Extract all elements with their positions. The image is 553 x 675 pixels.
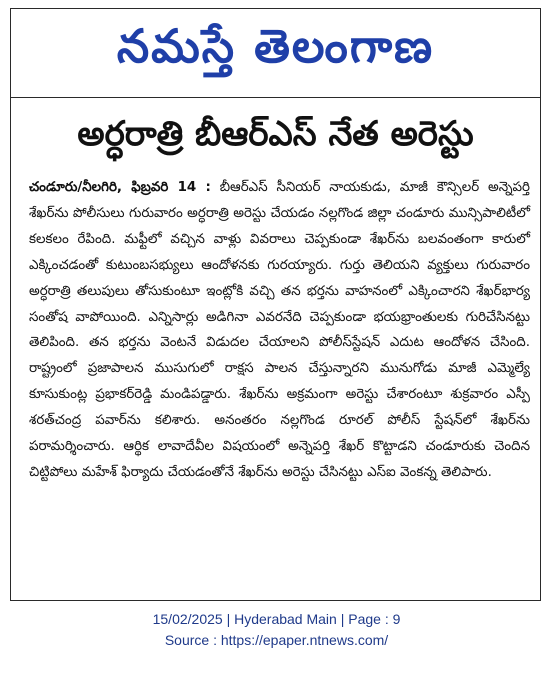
clipping-footer (0, 609, 553, 651)
source-link[interactable]: Source : https://epaper.ntnews.com/ (164, 632, 389, 648)
edition-info: 15/02/2025 | Hyderabad Main | Page : 9 (152, 611, 401, 627)
masthead-divider (11, 97, 540, 98)
masthead-title: నమస్తే తెలంగాణ (116, 19, 435, 73)
article-body-text: బీఆర్ఎస్ సీనియర్ నాయకుడు, మాజీ కౌన్సిలర్ అన్నెపర్తి శేఖర్‌ను పోలీసులు గురువారం అర్ధరాత్రి అరెస్టు చేయడం నల్లగొండ జిల్లా చండూరు మున్సిపాలిటీలో కలకలం రేపింది. మఫ్టీలో వచ్చిన వాళ్లు వివరాలు చెప్పకుండా శేఖర్‌ను బలవంతంగా కారులో ఎక్కించడంతో కుటుంబసభ్యులు ఆందోళనకు గురయ్యారు. గుర్తు తెలియని వ్యక్తులు గురువారం అర్ధరాత్రి తలుపులు తోసుకుంటూ ఇంట్లోకి వచ్చి తన భర్తను వాహనంలో ఎక్కించారని శేఖర్‌భార్య సంతోష వాపోయింది. ఎన్నిసార్లు అడిగినా ఎవరనేది చెప్పకుండా భయభ్రాంతులకు గురిచేసినట్టు తెలిపింది. తన భర్తను వెంటనే విడుదల చేయాలని పోలీస్‌స్టేషన్ ఎదుట ఆందోళన చేసింది. రాష్ట్రంలో ప్రజాపాలన ముసుగులో రాక్షస పాలన చేస్తున్నారని మునుగోడు మాజీ ఎమ్మెల్యే కూసుకుంట్ల ప్రభాకర్‌రెడ్డి మండిపడ్డారు. శేఖర్‌ను అక్రమంగా అరెస్టు చేశారంటూ శుక్రవారం ఎస్పీ శరత్‌చంద్ర పవార్‌ను కలిశారు. అనంతరం నల్లగొండ రూరల్ పోలీస్ స్టేషన్‌లో శేఖర్‌ను పరామర్శించారు. ఆర్థిక లావాదేవీల విషయంలో అన్నెపర్తి శేఖర్ కొట్టాడని చండూరుకు చెందిన చిట్టిపోలు మహేశ్ ఫిర్యాదు చేయడంతోనే శేఖర్‌ను అరెస్టు చేసినట్టు ఎస్ఐ వెంకన్న తెలిపారు. (29, 180, 530, 480)
newspaper-masthead (11, 9, 540, 95)
article-dateline: చండూరు/నీలగిరి, ఫిబ్రవరి 14 : (29, 180, 211, 195)
clipping-frame (10, 8, 541, 601)
article-headline: అర్ధరాత్రి బీఆర్ఎస్ నేత అరెస్టు (77, 114, 474, 154)
article-body (29, 175, 530, 486)
